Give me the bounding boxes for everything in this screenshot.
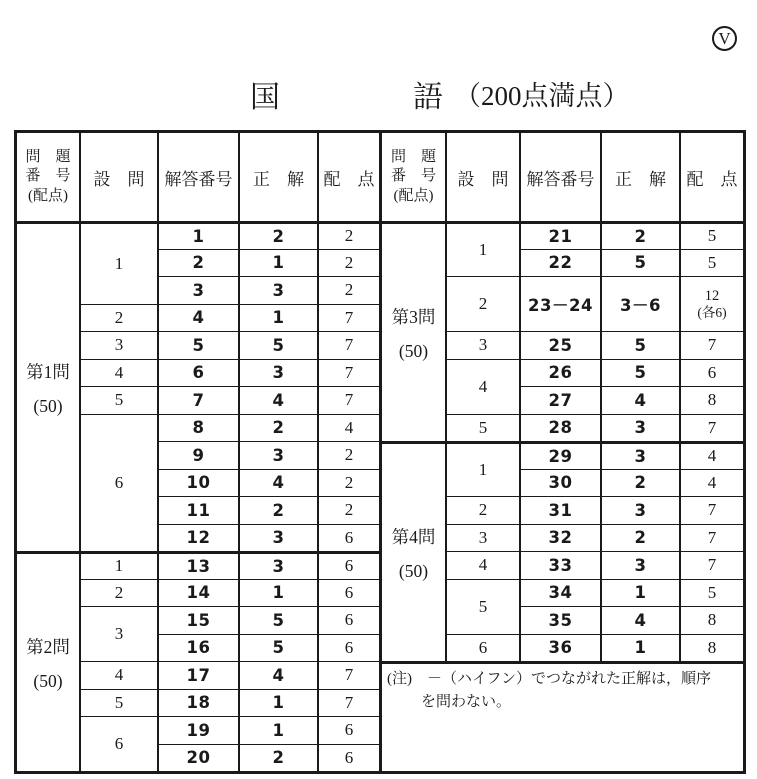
- subquestion-cell: 2: [79, 304, 157, 332]
- correct-answer-cell: 2: [600, 524, 679, 552]
- answer-number-cell: 18: [157, 689, 238, 717]
- points-cell: 6: [317, 579, 379, 607]
- correct-answer-cell: 4: [600, 606, 679, 634]
- subquestion-cell: 3: [79, 606, 157, 661]
- answer-number-cell: 33: [519, 551, 600, 579]
- points-cell: 6: [317, 606, 379, 634]
- points-cell: 7: [679, 414, 743, 442]
- page-number-badge: [712, 26, 737, 51]
- answer-number-cell: 5: [157, 331, 238, 359]
- answer-number-cell: 10: [157, 469, 238, 497]
- correct-answer-cell: 3: [238, 276, 317, 304]
- answer-number-cell: 29: [519, 441, 600, 469]
- correct-answer-cell: 5: [238, 634, 317, 662]
- points-cell: 7: [317, 689, 379, 717]
- section-points: (50): [398, 560, 429, 581]
- answer-number-cell: 14: [157, 579, 238, 607]
- points-cell: 4: [679, 469, 743, 497]
- points-cell: 7: [679, 331, 743, 359]
- answer-number-cell: 20: [157, 744, 238, 772]
- answer-number-cell: 35: [519, 606, 600, 634]
- title-kanji-right: 語: [413, 81, 443, 114]
- header-question-line: (配点): [28, 187, 68, 204]
- points-cell: 8: [679, 606, 743, 634]
- header-points-right: 配 点: [679, 133, 743, 221]
- header-subquestion-right: 設 問: [445, 133, 519, 221]
- answer-number-cell: 3: [157, 276, 238, 304]
- correct-answer-cell: 5: [238, 331, 317, 359]
- subquestion-cell: 6: [445, 634, 519, 662]
- correct-answer-cell: 1: [238, 579, 317, 607]
- correct-answer-cell: 2: [600, 469, 679, 497]
- subquestion-cell: 5: [445, 414, 519, 442]
- answer-number-cell: 13: [157, 551, 238, 579]
- correct-answer-cell: 3: [238, 441, 317, 469]
- subquestion-cell: 2: [79, 579, 157, 607]
- points-cell: 8: [679, 386, 743, 414]
- subquestion-cell: 5: [445, 579, 519, 634]
- answer-number-cell: 36: [519, 634, 600, 662]
- points-cell: 7: [679, 496, 743, 524]
- subquestion-cell: 5: [79, 689, 157, 717]
- answer-number-cell: 22: [519, 249, 600, 277]
- points-cell: 7: [679, 524, 743, 552]
- answer-number-cell: 34: [519, 579, 600, 607]
- answer-number-cell: 16: [157, 634, 238, 662]
- note-cell: [379, 661, 743, 771]
- section-name: 第3問: [391, 306, 436, 327]
- subquestion-cell: 1: [79, 551, 157, 579]
- subquestion-cell: 2: [445, 276, 519, 331]
- answer-number-cell: 6: [157, 359, 238, 387]
- header-correct-answer: 正 解: [238, 133, 317, 221]
- subquestion-cell: 4: [79, 359, 157, 387]
- correct-answer-cell: 1: [600, 634, 679, 662]
- answer-number-cell: 7: [157, 386, 238, 414]
- points-cell: 6: [317, 744, 379, 772]
- points-cell: 2: [317, 249, 379, 277]
- points-cell: 7: [679, 551, 743, 579]
- answer-number-cell: 32: [519, 524, 600, 552]
- answer-number-cell: 26: [519, 359, 600, 387]
- answer-key-table: [14, 130, 746, 774]
- points-cell: 6: [679, 359, 743, 387]
- points-cell: 2: [317, 276, 379, 304]
- answer-number-cell: 27: [519, 386, 600, 414]
- header-question-line: 問 題: [25, 148, 71, 165]
- section-name: 第1問: [26, 361, 70, 382]
- correct-answer-cell: 5: [600, 249, 679, 277]
- subquestion-cell: 4: [445, 359, 519, 414]
- section-cell-1: [17, 221, 79, 551]
- points-cell: 2: [317, 496, 379, 524]
- correct-answer-cell: 1: [238, 689, 317, 717]
- header-points: 配 点: [317, 133, 379, 221]
- correct-answer-cell: 3: [238, 359, 317, 387]
- points-cell: 2: [317, 441, 379, 469]
- subquestion-cell: 2: [445, 496, 519, 524]
- correct-answer-cell: 4: [238, 469, 317, 497]
- points-cell: 6: [317, 524, 379, 552]
- correct-answer-cell: 4: [238, 661, 317, 689]
- subquestion-cell: 1: [79, 221, 157, 304]
- correct-answer-cell: 1: [600, 579, 679, 607]
- correct-answer-cell: 1: [238, 716, 317, 744]
- correct-answer-cell: 1: [238, 249, 317, 277]
- answer-number-cell: 23－24: [519, 276, 600, 331]
- section-name: 第2問: [26, 636, 70, 657]
- points-cell: 2: [317, 469, 379, 497]
- note-line-2: を問わない。: [421, 694, 512, 711]
- subquestion-cell: 3: [445, 331, 519, 359]
- points-cell: 5: [679, 221, 743, 249]
- points-cell: 4: [679, 441, 743, 469]
- correct-answer-cell: 3: [238, 551, 317, 579]
- answer-number-cell: 2: [157, 249, 238, 277]
- title-kanji-left: 国: [250, 81, 280, 114]
- header-answer-number-right: 解答番号: [519, 133, 600, 221]
- badge-letter: V: [718, 28, 731, 48]
- correct-answer-cell: 3: [600, 414, 679, 442]
- header-question-number-right: [379, 133, 445, 221]
- title-points: （200点満点）: [454, 81, 630, 111]
- points-cell: 8: [679, 634, 743, 662]
- answer-number-cell: 28: [519, 414, 600, 442]
- header-question-line: (配点): [393, 187, 434, 204]
- points-cell: 7: [317, 359, 379, 387]
- header-question-line: 問 題: [390, 148, 436, 165]
- points-cell: 6: [317, 634, 379, 662]
- header-answer-number: 解答番号: [157, 133, 238, 221]
- header-question-number: [17, 133, 79, 221]
- answer-number-cell: 12: [157, 524, 238, 552]
- points-cell: 2: [317, 221, 379, 249]
- answer-number-cell: 9: [157, 441, 238, 469]
- correct-answer-cell: 4: [600, 386, 679, 414]
- header-question-line: 番 号: [25, 168, 71, 185]
- correct-answer-cell: 3－6: [600, 276, 679, 331]
- section-points: (50): [398, 340, 429, 361]
- correct-answer-cell: 5: [600, 359, 679, 387]
- section-name: 第4問: [391, 526, 436, 547]
- correct-answer-cell: 2: [238, 221, 317, 249]
- correct-answer-cell: 5: [600, 331, 679, 359]
- subquestion-cell: 4: [445, 551, 519, 579]
- answer-number-cell: 21: [519, 221, 600, 249]
- correct-answer-cell: 2: [238, 744, 317, 772]
- note-line-1: (注) －（ハイフン）でつながれた正解は，順序: [387, 671, 711, 687]
- answer-number-cell: 31: [519, 496, 600, 524]
- section-points: (50): [33, 395, 63, 416]
- section-cell-3: [379, 221, 445, 441]
- section-points: (50): [33, 670, 63, 691]
- answer-number-cell: 15: [157, 606, 238, 634]
- subquestion-cell: 3: [445, 524, 519, 552]
- answer-number-cell: 4: [157, 304, 238, 332]
- points-cell: 7: [317, 304, 379, 332]
- points-each-note: (各6): [697, 304, 727, 320]
- correct-answer-cell: 4: [238, 386, 317, 414]
- correct-answer-cell: 3: [600, 496, 679, 524]
- correct-answer-cell: 3: [600, 441, 679, 469]
- answer-number-cell: 30: [519, 469, 600, 497]
- subquestion-cell: 1: [445, 441, 519, 496]
- points-cell: 7: [317, 386, 379, 414]
- section-cell-2: [17, 551, 79, 771]
- points-cell: 6: [317, 716, 379, 744]
- answer-number-cell: 11: [157, 496, 238, 524]
- subquestion-cell: 6: [79, 716, 157, 771]
- correct-answer-cell: 1: [238, 304, 317, 332]
- correct-answer-cell: 5: [238, 606, 317, 634]
- correct-answer-cell: 2: [600, 221, 679, 249]
- correct-answer-cell: 2: [238, 496, 317, 524]
- points-cell: 7: [317, 661, 379, 689]
- subquestion-cell: 5: [79, 386, 157, 414]
- answer-number-cell: 8: [157, 414, 238, 442]
- correct-answer-cell: 3: [238, 524, 317, 552]
- answer-number-cell: 19: [157, 716, 238, 744]
- header-subquestion: 設 問: [79, 133, 157, 221]
- answer-number-cell: 1: [157, 221, 238, 249]
- subquestion-cell: 6: [79, 414, 157, 552]
- subquestion-cell: 4: [79, 661, 157, 689]
- points-cell: 7: [317, 331, 379, 359]
- points-cell: 5: [679, 579, 743, 607]
- correct-answer-cell: 2: [238, 414, 317, 442]
- header-correct-answer-right: 正 解: [600, 133, 679, 221]
- points-cell: [679, 276, 743, 331]
- subquestion-cell: 1: [445, 221, 519, 276]
- points-value: 12: [704, 287, 720, 304]
- subquestion-cell: 3: [79, 331, 157, 359]
- correct-answer-cell: 3: [600, 551, 679, 579]
- points-cell: 4: [317, 414, 379, 442]
- points-cell: 5: [679, 249, 743, 277]
- section-cell-4: [379, 441, 445, 661]
- header-question-line: 番 号: [390, 168, 436, 185]
- points-cell: 6: [317, 551, 379, 579]
- answer-number-cell: 25: [519, 331, 600, 359]
- answer-number-cell: 17: [157, 661, 238, 689]
